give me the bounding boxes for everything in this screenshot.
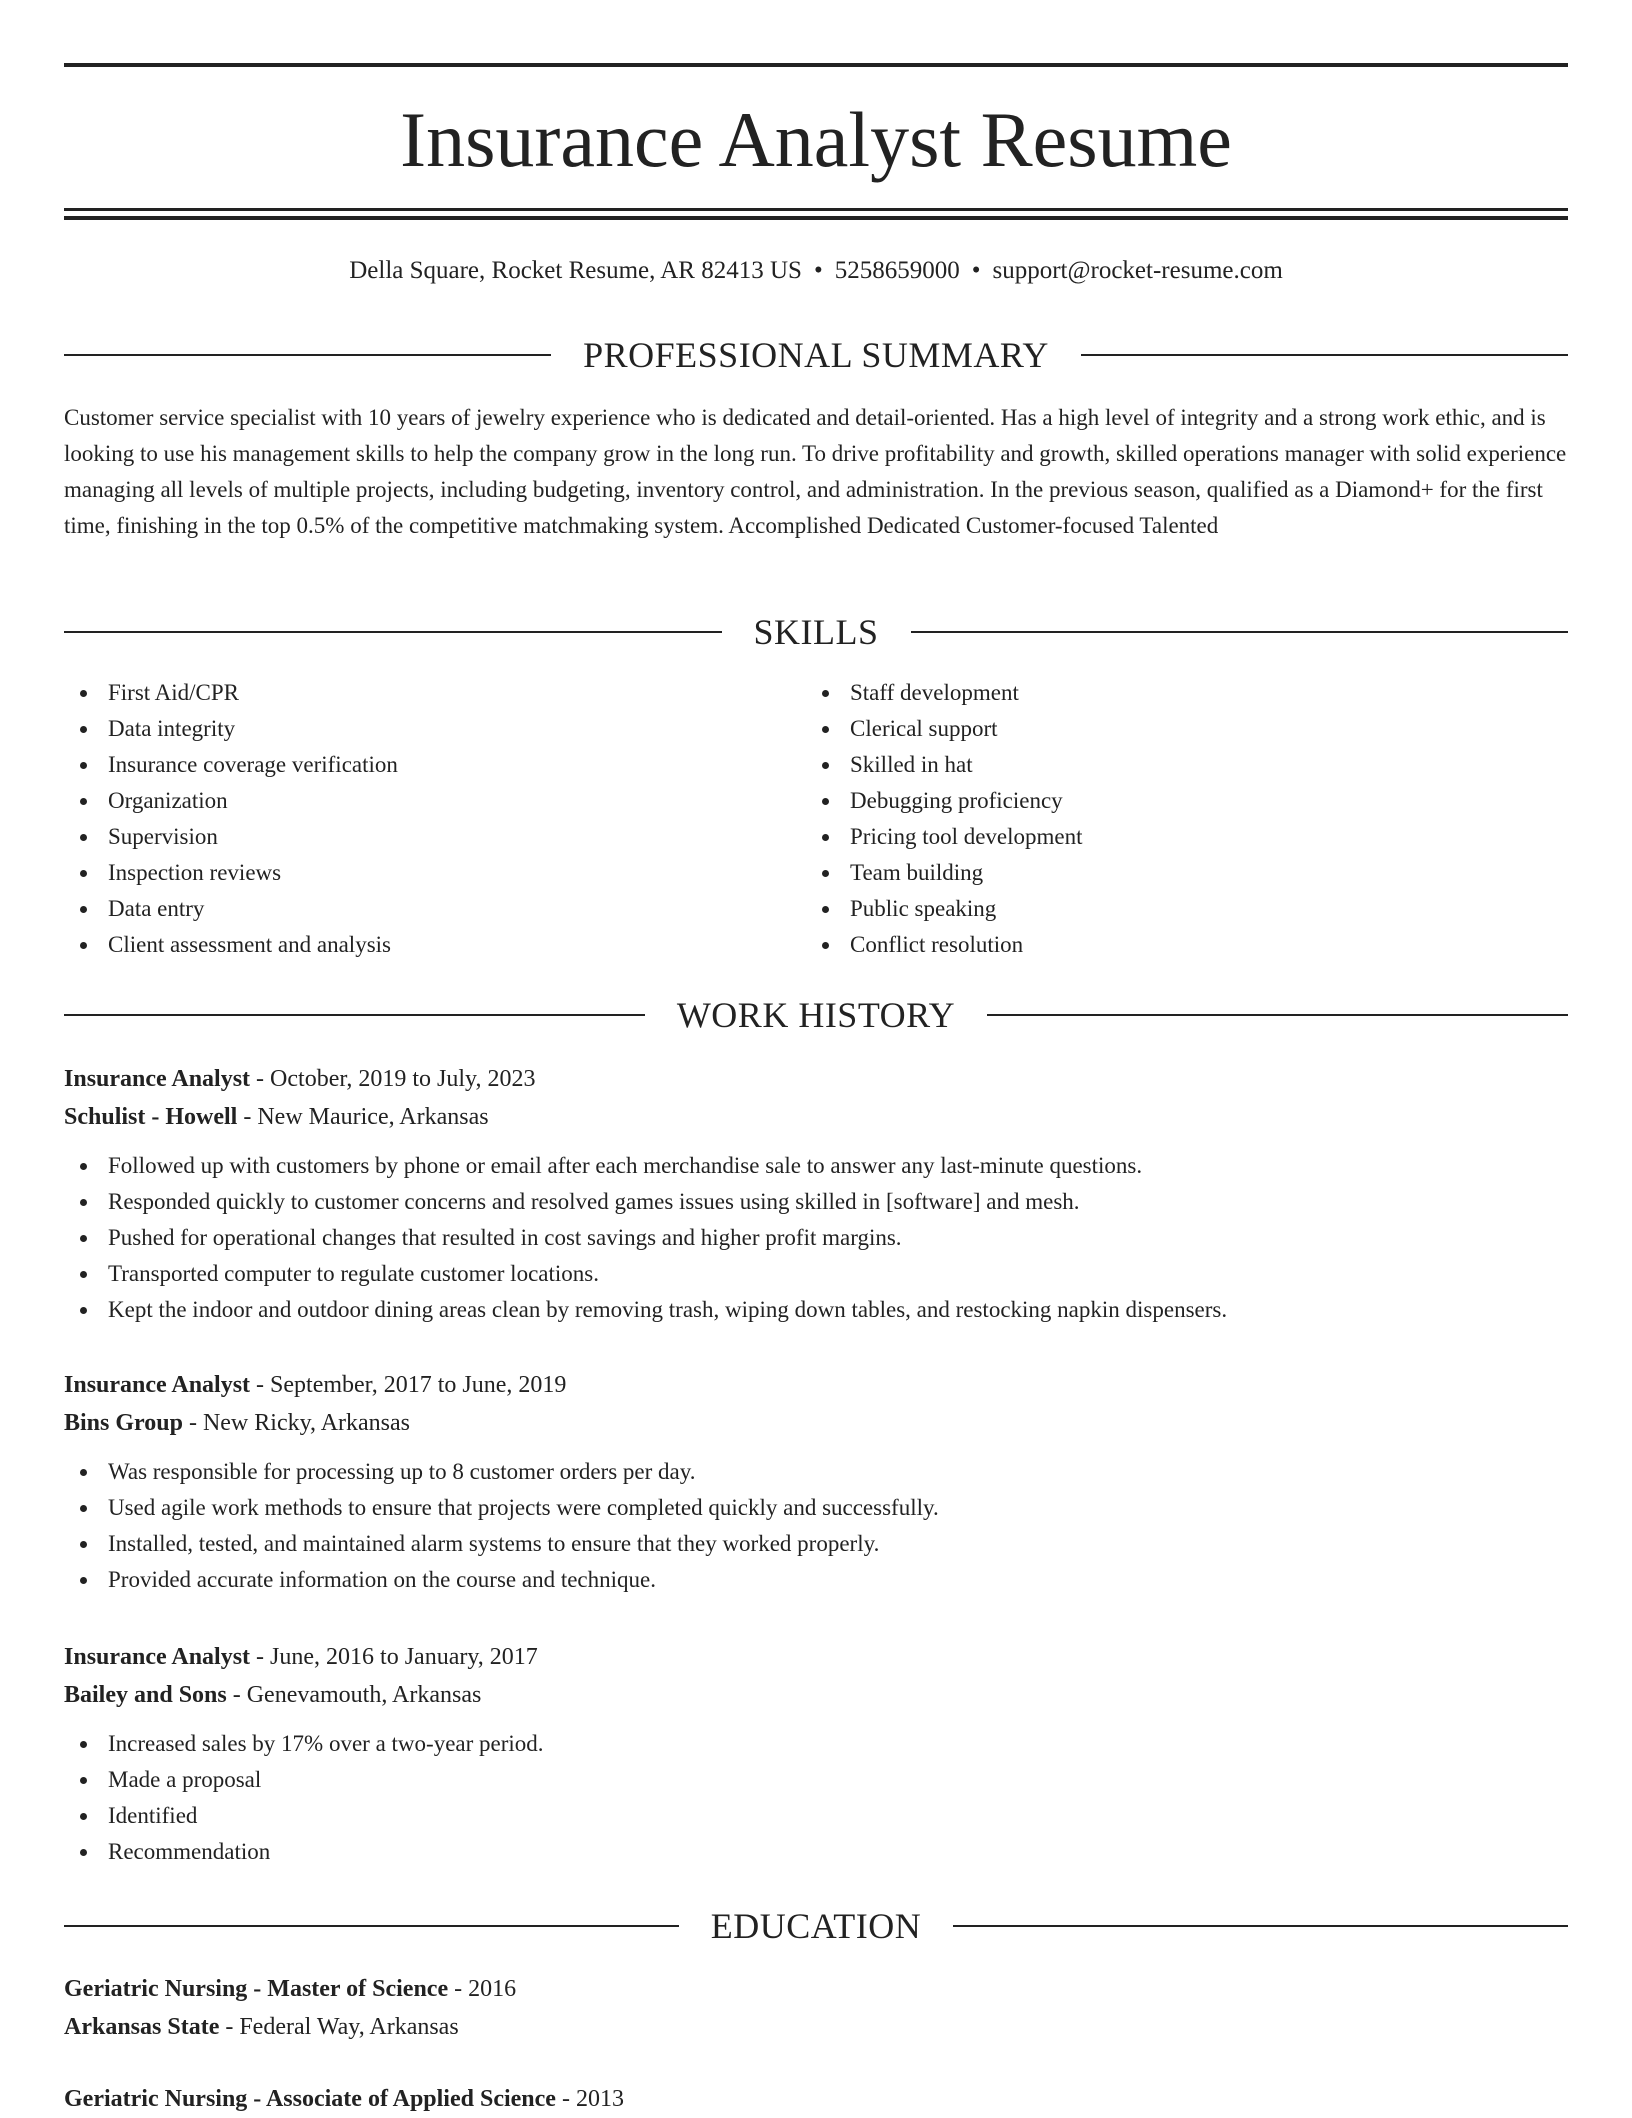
section-heading-summary	[64, 333, 1568, 377]
job-role: Insurance Analyst	[64, 1372, 251, 1398]
contact-line	[64, 254, 1568, 288]
skill-item: Staff development	[806, 675, 1506, 711]
heading-rule	[64, 354, 551, 356]
contact-phone: 5258659000	[834, 257, 960, 284]
heading-rule	[911, 631, 1569, 633]
skill-item: Pricing tool development	[806, 819, 1506, 855]
job-company: Schulist - Howell	[64, 1104, 238, 1130]
top-rule	[64, 63, 1568, 67]
edu-degree: Geriatric Nursing - Master of Science	[64, 1976, 449, 2002]
heading-rule	[1081, 354, 1568, 356]
job-bullet: Used agile work methods to ensure that projects were completed quickly and successfully.	[64, 1490, 1568, 1526]
work-entry	[64, 1638, 1568, 1870]
job-company: Bailey and Sons	[64, 1682, 227, 1708]
edu-year: - 2013	[555, 2086, 624, 2112]
job-title-line	[64, 1366, 1568, 1404]
skill-item: Conflict resolution	[806, 927, 1506, 963]
heading-rule	[64, 631, 722, 633]
job-bullet: Was responsible for processing up to 8 customer orders per day.	[64, 1454, 1568, 1490]
edu-school: Arkansas State	[64, 2014, 220, 2040]
job-bullet: Transported computer to regulate customer locations.	[64, 1256, 1568, 1292]
skill-item: Debugging proficiency	[806, 783, 1506, 819]
job-bullet: Recommendation	[64, 1834, 1568, 1870]
section-heading-work	[64, 993, 1568, 1037]
work-entry	[64, 1060, 1568, 1328]
summary-text: Customer service specialist with 10 years of jewelry experience who is dedicated and detail-oriented. Has a high level of integrity and a strong work ethic, and is looking to use his management skills to help the company grow in the long run. To drive profitability and growth, skilled operations manager with solid experience managing all levels of multiple projects, including budgeting, inventory control, and administration. In the previous season, qualified as a Diamond+ for the first time, finishing in the top 0.5% of the competitive matchmaking system. Accomplished Dedicated Customer-focused Talented	[64, 405, 1567, 538]
heading-rule	[953, 1925, 1568, 1927]
job-bullet: Provided accurate information on the course and technique.	[64, 1562, 1568, 1598]
job-company-line	[64, 1676, 1568, 1714]
job-bullet: Responded quickly to customer concerns and resolved games issues using skilled in [software] and mesh.	[64, 1184, 1568, 1220]
skill-item: Supervision	[64, 819, 764, 855]
heading-rule	[987, 1014, 1568, 1016]
skill-item: Client assessment and analysis	[64, 927, 764, 963]
skill-item: Skilled in hat	[806, 747, 1506, 783]
skill-item: Clerical support	[806, 711, 1506, 747]
job-bullets	[64, 1454, 1568, 1598]
section-heading-skills	[64, 610, 1568, 654]
job-company-line	[64, 1098, 1568, 1136]
work-entry	[64, 1366, 1568, 1598]
section-title: PROFESSIONAL SUMMARY	[583, 335, 1049, 375]
job-location: - New Maurice, Arkansas	[237, 1104, 489, 1130]
job-bullet: Increased sales by 17% over a two-year period.	[64, 1726, 1568, 1762]
skill-item: First Aid/CPR	[64, 675, 764, 711]
skill-item: Public speaking	[806, 891, 1506, 927]
contact-separator: •	[971, 257, 981, 284]
skill-item: Data entry	[64, 891, 764, 927]
edu-year: - 2016	[448, 1976, 517, 2002]
skill-item: Organization	[64, 783, 764, 819]
job-company: Bins Group	[64, 1410, 183, 1436]
skill-item: Team building	[806, 855, 1506, 891]
section-title: SKILLS	[753, 612, 879, 652]
job-title-line	[64, 1638, 1568, 1676]
job-location: - Genevamouth, Arkansas	[226, 1682, 482, 1708]
heading-rule	[64, 1925, 679, 1927]
job-role: Insurance Analyst	[64, 1066, 251, 1092]
job-bullets	[64, 1726, 1568, 1870]
job-role: Insurance Analyst	[64, 1644, 251, 1670]
title-rule-lower	[64, 216, 1568, 220]
education-entry	[64, 2080, 1568, 2118]
job-bullets	[64, 1148, 1568, 1328]
job-bullet: Followed up with customers by phone or email after each merchandise sale to answer any last-minute questions.	[64, 1148, 1568, 1184]
skill-item: Inspection reviews	[64, 855, 764, 891]
edu-degree-line	[64, 1970, 1568, 2008]
skills-column-left	[64, 675, 764, 963]
job-dates: - September, 2017 to June, 2019	[250, 1372, 567, 1398]
edu-degree-line	[64, 2080, 1568, 2118]
job-dates: - June, 2016 to January, 2017	[250, 1644, 538, 1670]
job-bullet: Kept the indoor and outdoor dining areas clean by removing trash, wiping down tables, and restocking napkin dispensers.	[64, 1292, 1568, 1328]
contact-email: support@rocket-resume.com	[992, 257, 1283, 284]
section-heading-education	[64, 1904, 1568, 1948]
contact-address: Della Square, Rocket Resume, AR 82413 US	[349, 257, 802, 284]
job-bullet: Identified	[64, 1798, 1568, 1834]
section-title: EDUCATION	[710, 1906, 922, 1946]
title-rule-upper	[64, 208, 1568, 211]
job-bullet: Installed, tested, and maintained alarm systems to ensure that they worked properly.	[64, 1526, 1568, 1562]
job-location: - New Ricky, Arkansas	[182, 1410, 411, 1436]
edu-degree: Geriatric Nursing - Associate of Applied Science	[64, 2086, 556, 2112]
education-entry	[64, 1970, 1568, 2046]
contact-separator: •	[813, 257, 823, 284]
job-title-line	[64, 1060, 1568, 1098]
edu-location: - Federal Way, Arkansas	[219, 2014, 459, 2040]
edu-school-line	[64, 2008, 1568, 2046]
skills-column-right	[806, 675, 1506, 963]
skill-item: Data integrity	[64, 711, 764, 747]
job-dates: - October, 2019 to July, 2023	[250, 1066, 536, 1092]
section-title: WORK HISTORY	[676, 995, 956, 1035]
heading-rule	[64, 1014, 645, 1016]
job-bullet: Made a proposal	[64, 1762, 1568, 1798]
resume-title: Insurance Analyst Resume	[400, 96, 1232, 183]
job-company-line	[64, 1404, 1568, 1442]
skill-item: Insurance coverage verification	[64, 747, 764, 783]
job-bullet: Pushed for operational changes that resulted in cost savings and higher profit margins.	[64, 1220, 1568, 1256]
